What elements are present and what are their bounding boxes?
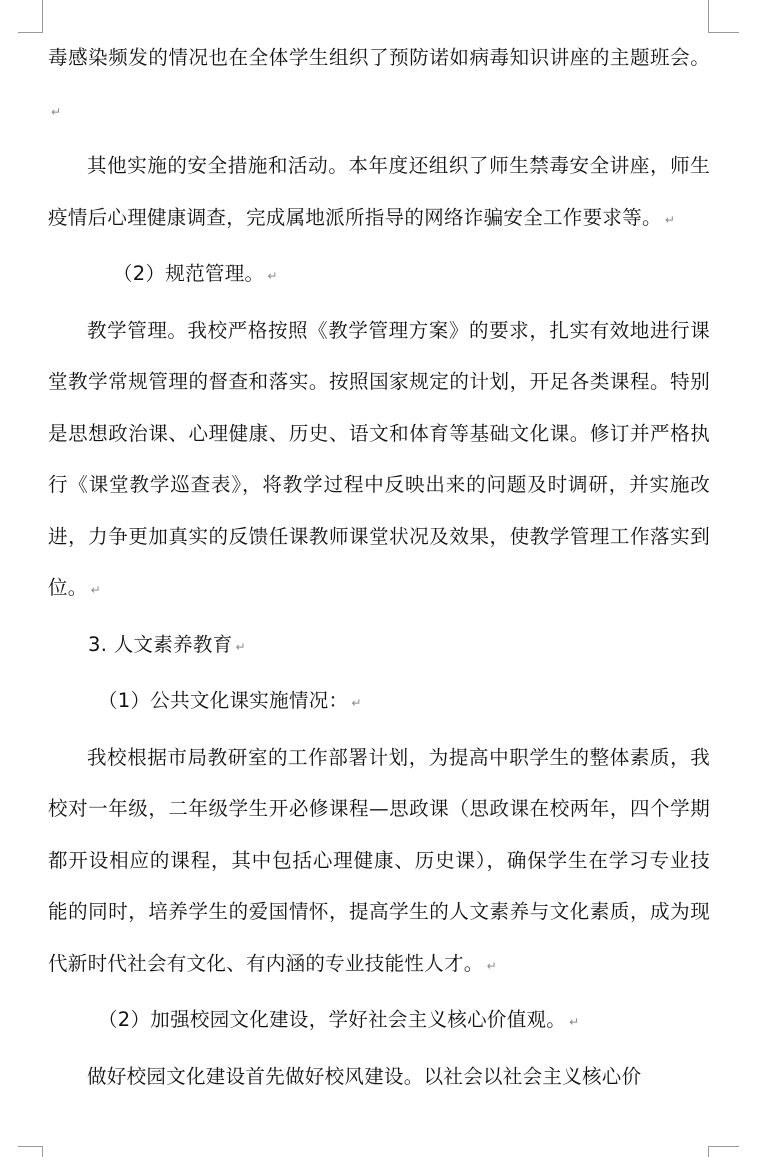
paragraph-school-spirit [48,1051,710,1103]
document-body[interactable] [48,32,710,1104]
paragraph-text: 做好校园文化建设首先做好校风建设。以社会以社会主义核心价 [87,1064,642,1088]
paragraph-mark-icon: ↵ [51,104,62,119]
paragraph-mark-icon: ↵ [486,958,497,973]
paragraph-text: 其他实施的安全措施和活动。本年度还组织了师生禁毒安全讲座，师生疫情后心理健康调查，完成属地派所指导的网络诈骗安全工作要求等。 [48,154,710,229]
heading-text: （2）规范管理。 [113,262,265,285]
crop-mark-bottom-right [708,1146,739,1157]
heading-text: （2）加强校园文化建设，学好社会主义核心价值观。 [98,1008,567,1031]
heading-standard-management [113,248,710,303]
crop-mark-bottom-left [18,1146,43,1157]
paragraph-mark-icon: ↵ [351,696,362,710]
paragraph-health-lecture [48,32,710,138]
heading-public-culture-course [98,675,710,730]
paragraph-other-safety-measures [48,140,710,246]
heading-text: 3. 人文素养教育 [88,632,233,656]
heading-text: （1）公共文化课实施情况： [98,689,349,712]
heading-campus-culture [98,994,710,1049]
paragraph-text: 我校根据市局教研室的工作部署计划，为提高中职学生的整体素质，我校对一年级，二年级学生开必修课程—思政课（思政课在校两年，四个学期都开设相应的课程，其中包括心理健康、历史课），确保学生在学习专业技能的同时，培养学生的爱国情怀，提高学生的人文素养与文化素质，成为现代新时代社会有文化、有内涵的专业技能性人才。 [48,745,710,975]
paragraph-mark-icon: ↵ [267,269,278,283]
paragraph-mark-icon: ↵ [569,1015,580,1029]
paragraph-mark-icon: ↵ [664,212,675,227]
paragraph-mark-icon: ↵ [90,583,101,597]
paragraph-text: 毒感染频发的情况也在全体学生组织了预防诺如病毒知识讲座的主题班会。 [48,46,710,69]
paragraph-ideological-course [48,732,710,993]
heading-humanities-education [88,619,710,674]
paragraph-text: 教学管理。我校严格按照《教学管理方案》的要求，扎实有效地进行课堂教学常规管理的督查和落实。按照国家规定的计划，开足各类课程。特别是思想政治课、心理健康、历史、语文和体育等基础文化课。修订并严格执行《课堂教学巡查表》，将教学过程中反映出来的问题及时调研，并实施改进，力争更加真实的反馈任课教师课堂状况及效果，使教学管理工作落实到位。 [48,318,710,599]
paragraph-teaching-management [48,305,710,617]
crop-mark-top-left [18,0,43,33]
crop-mark-top-right [708,0,739,33]
paragraph-mark-icon: ↵ [235,639,246,654]
